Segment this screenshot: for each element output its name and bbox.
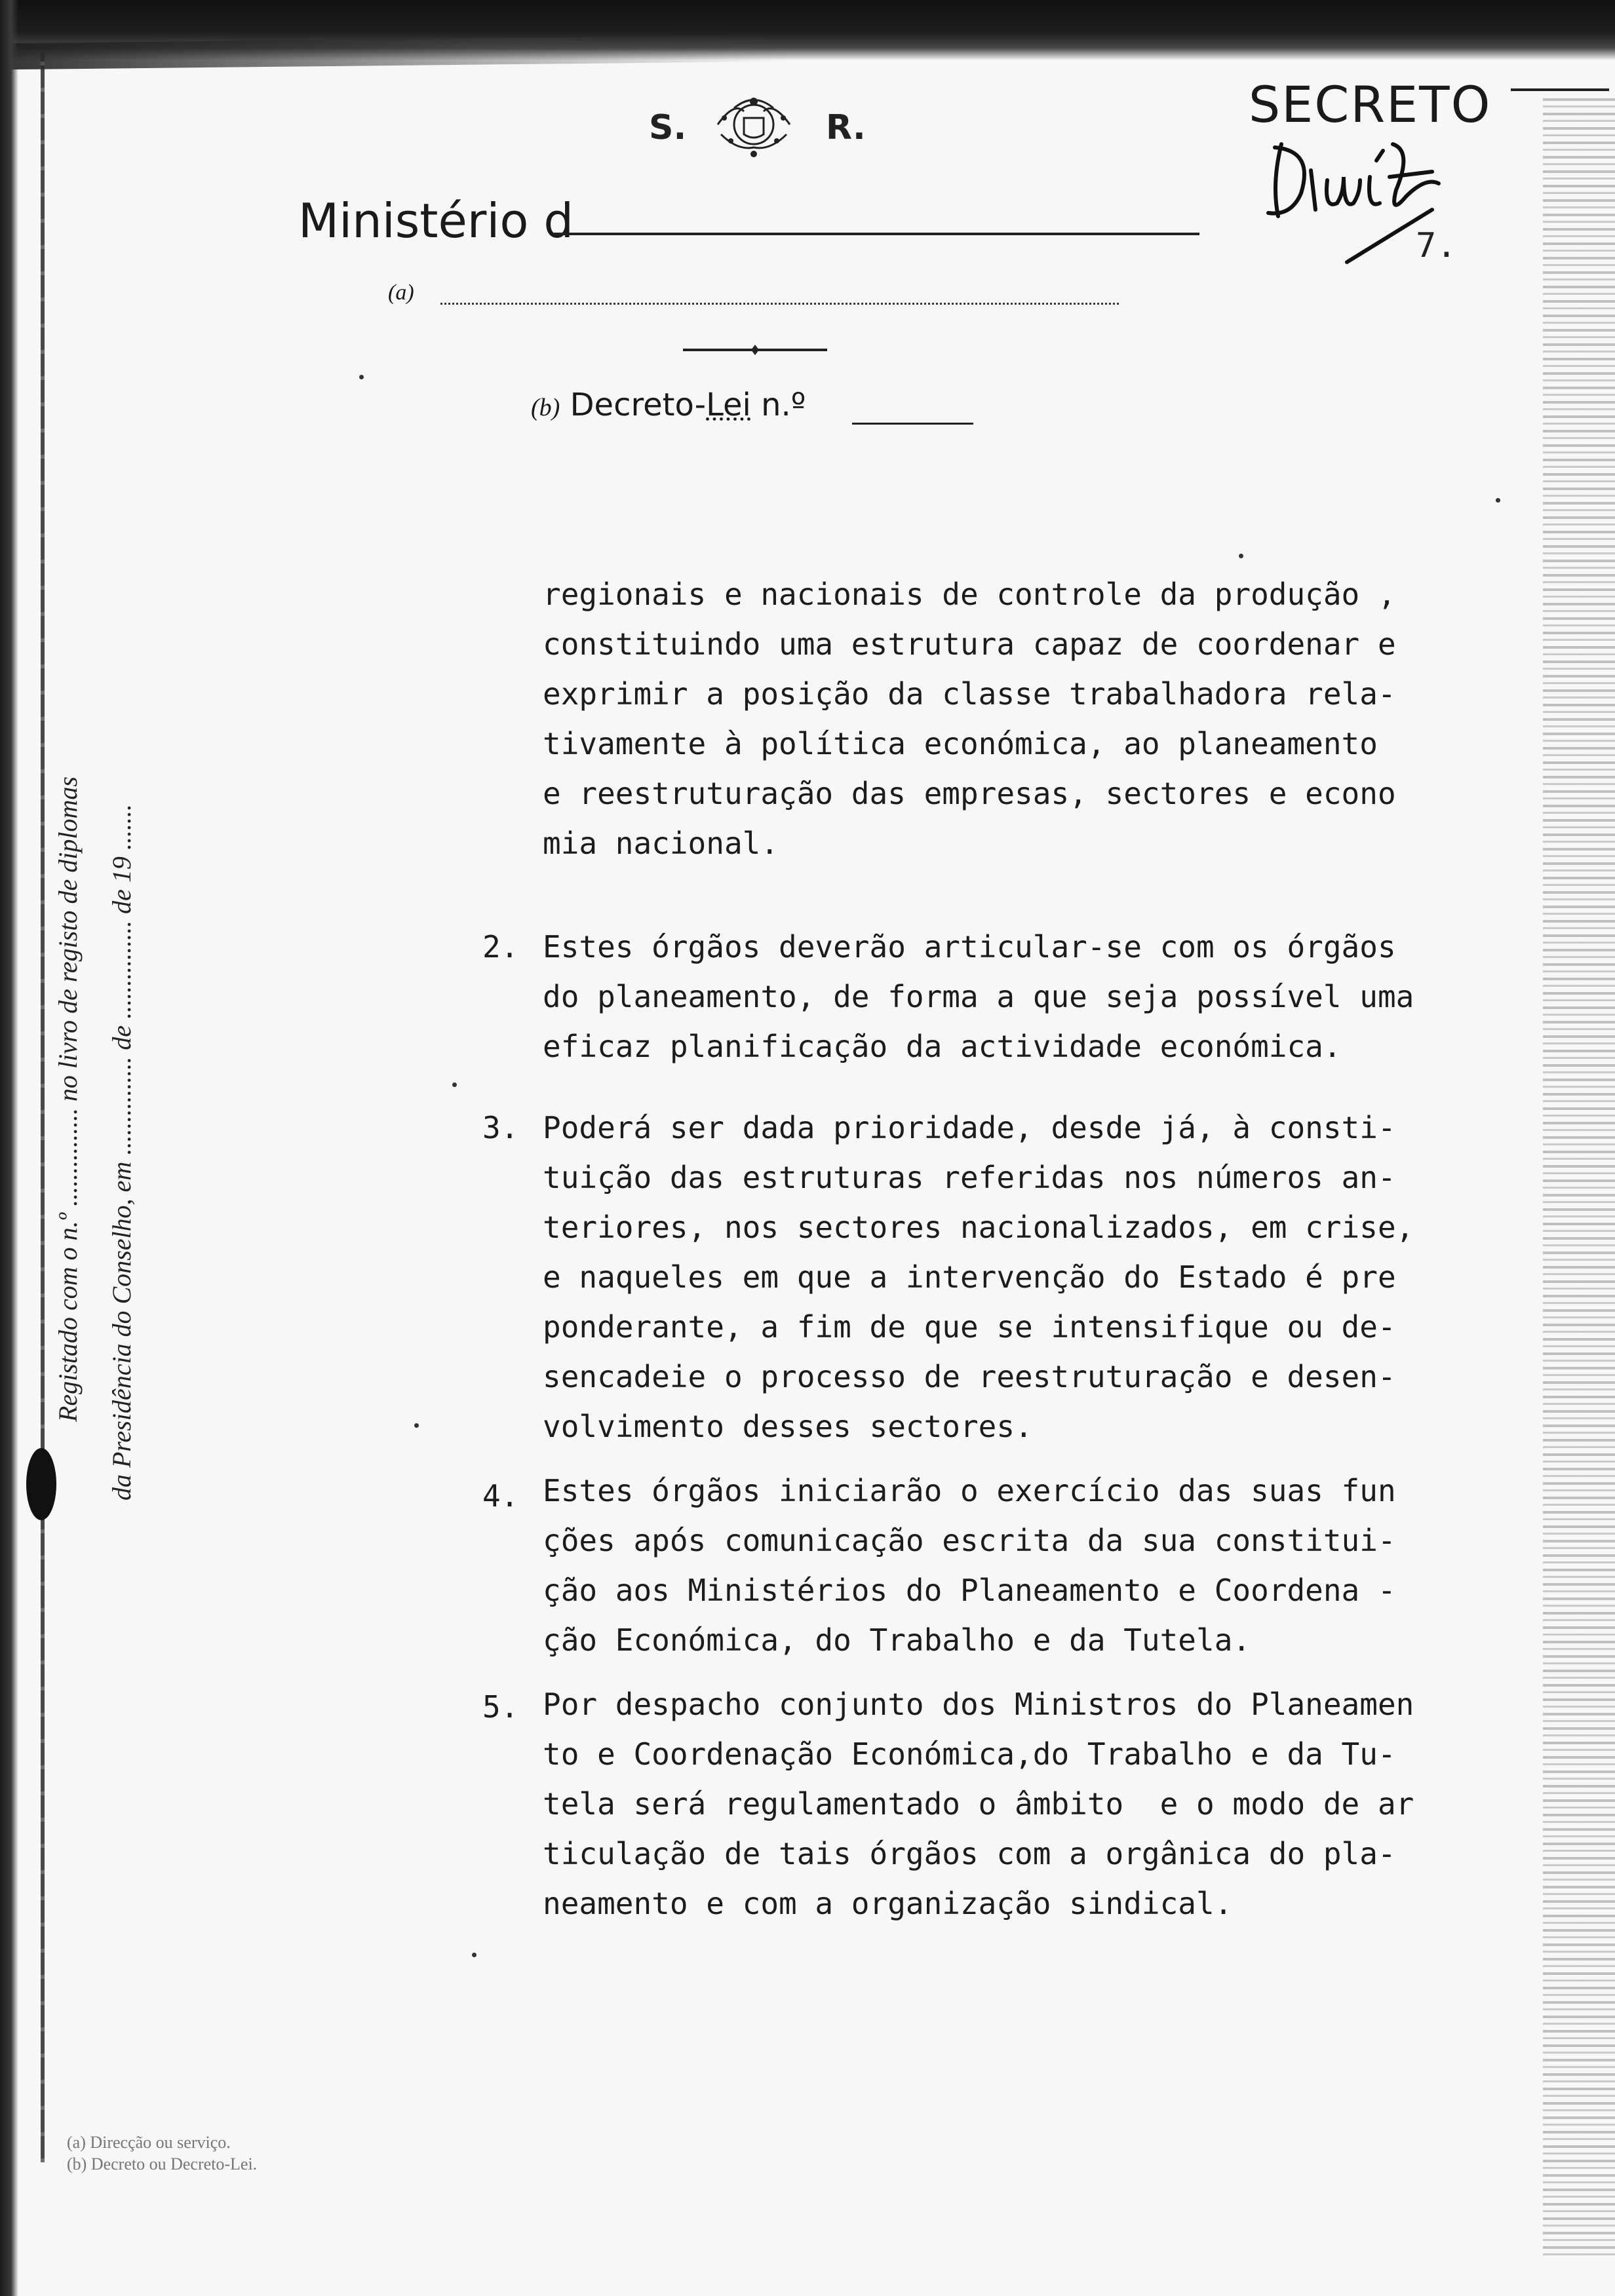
item-line: ticulação de tais órgãos com a orgânica do pla-: [543, 1836, 1396, 1871]
scan-speck: [359, 375, 364, 379]
item-line: do planeamento, de forma a que seja possível uma: [543, 979, 1414, 1014]
body-line: tivamente à política económica, ao planeamento: [543, 726, 1378, 761]
decree-number-fill-line: [852, 423, 973, 425]
item-line: neamento e com a organização sindical.: [543, 1886, 1233, 1921]
marker-a: (a): [388, 280, 414, 305]
body-line: e reestruturação das empresas, sectores e econo: [543, 776, 1396, 811]
margin-registration-line-1: Registado com o n.º ............... no livro de registo de diplomas: [53, 776, 83, 1422]
coat-of-arms-icon: [705, 88, 803, 161]
item-line: tela será regulamentado o âmbito e o modo de ar: [543, 1786, 1414, 1822]
item-number: 4.: [482, 1478, 519, 1514]
scan-left-edge: [0, 0, 18, 2296]
footnote-b: (b) Decreto ou Decreto-Lei.: [67, 2154, 258, 2173]
scan-speck: [472, 1953, 477, 1957]
decree-label: [531, 387, 806, 423]
item-line: ção Económica, do Trabalho e da Tutela.: [543, 1622, 1251, 1658]
decree-lei: Lei: [706, 387, 751, 423]
scan-binding-line: [41, 52, 45, 2162]
item-number: 2.: [482, 929, 519, 965]
item-line: Poderá ser dada prioridade, desde já, à consti-: [543, 1110, 1396, 1145]
item-line: Por despacho conjunto dos Ministros do Planeamen: [543, 1687, 1414, 1722]
body-line: exprimir a posição da classe trabalhadora rela-: [543, 676, 1396, 712]
marker-b: (b): [531, 394, 560, 421]
body-line: mia nacional.: [543, 826, 779, 861]
ministry-fill-line: [554, 233, 1199, 235]
scan-right-mark: [1511, 88, 1609, 91]
item-line: ponderante, a fim de que se intensifique ou de-: [543, 1309, 1396, 1345]
body-line: constituindo uma estrutura capaz de coordenar e: [543, 626, 1396, 662]
item-line: to e Coordenação Económica,do Trabalho e da Tu-: [543, 1736, 1396, 1772]
scan-speck: [1496, 498, 1500, 503]
scan-speck: [452, 1082, 457, 1087]
classification-stamp: SECRETO: [1249, 75, 1492, 134]
scan-speck: [1239, 554, 1243, 558]
item-line: ções após comunicação escrita da sua constitui-: [543, 1523, 1396, 1558]
item-line: teriores, nos sectores nacionalizados, em crise,: [543, 1210, 1414, 1245]
item-line: volvimento desses sectores.: [543, 1409, 1033, 1444]
item-line: eficaz planificação da actividade económica.: [543, 1029, 1342, 1064]
decree-suffix: n.º: [750, 387, 806, 423]
item-line: tuição das estruturas referidas nos números an-: [543, 1160, 1396, 1195]
item-line: Estes órgãos iniciarão o exercício das suas fun: [543, 1473, 1396, 1508]
scan-right-edge: [1543, 98, 1615, 2261]
item-number: 3.: [482, 1110, 519, 1145]
decree-prefix: Decreto-: [570, 387, 707, 423]
scan-speck: [414, 1423, 419, 1428]
ministry-label: Ministério d: [298, 193, 574, 248]
item-line: e naqueles em que a intervenção do Estado é pre: [543, 1259, 1396, 1295]
item-number: 5.: [482, 1689, 519, 1725]
ornament-divider: [683, 342, 827, 358]
letterhead: [649, 88, 865, 161]
letterhead-left-initial: S.: [649, 108, 687, 147]
footnote-a: (a) Direcção ou serviço.: [67, 2133, 231, 2152]
binding-hole: [26, 1448, 56, 1520]
letterhead-right-initial: R.: [826, 108, 866, 147]
item-line: sencadeie o processo de reestruturação e desen-: [543, 1359, 1396, 1394]
body-line: regionais e nacionais de controle da produção ,: [543, 577, 1396, 612]
margin-registration-line-2: da Presidência do Conselho, em ............... de ............... de 19 .......: [107, 804, 136, 1501]
item-line: ção aos Ministérios do Planeamento e Coordena -: [543, 1573, 1396, 1608]
item-line: Estes órgãos deverão articular-se com os órgãos: [543, 929, 1396, 965]
signature-number: 7.: [1416, 226, 1457, 265]
service-fill-line: [440, 303, 1119, 305]
